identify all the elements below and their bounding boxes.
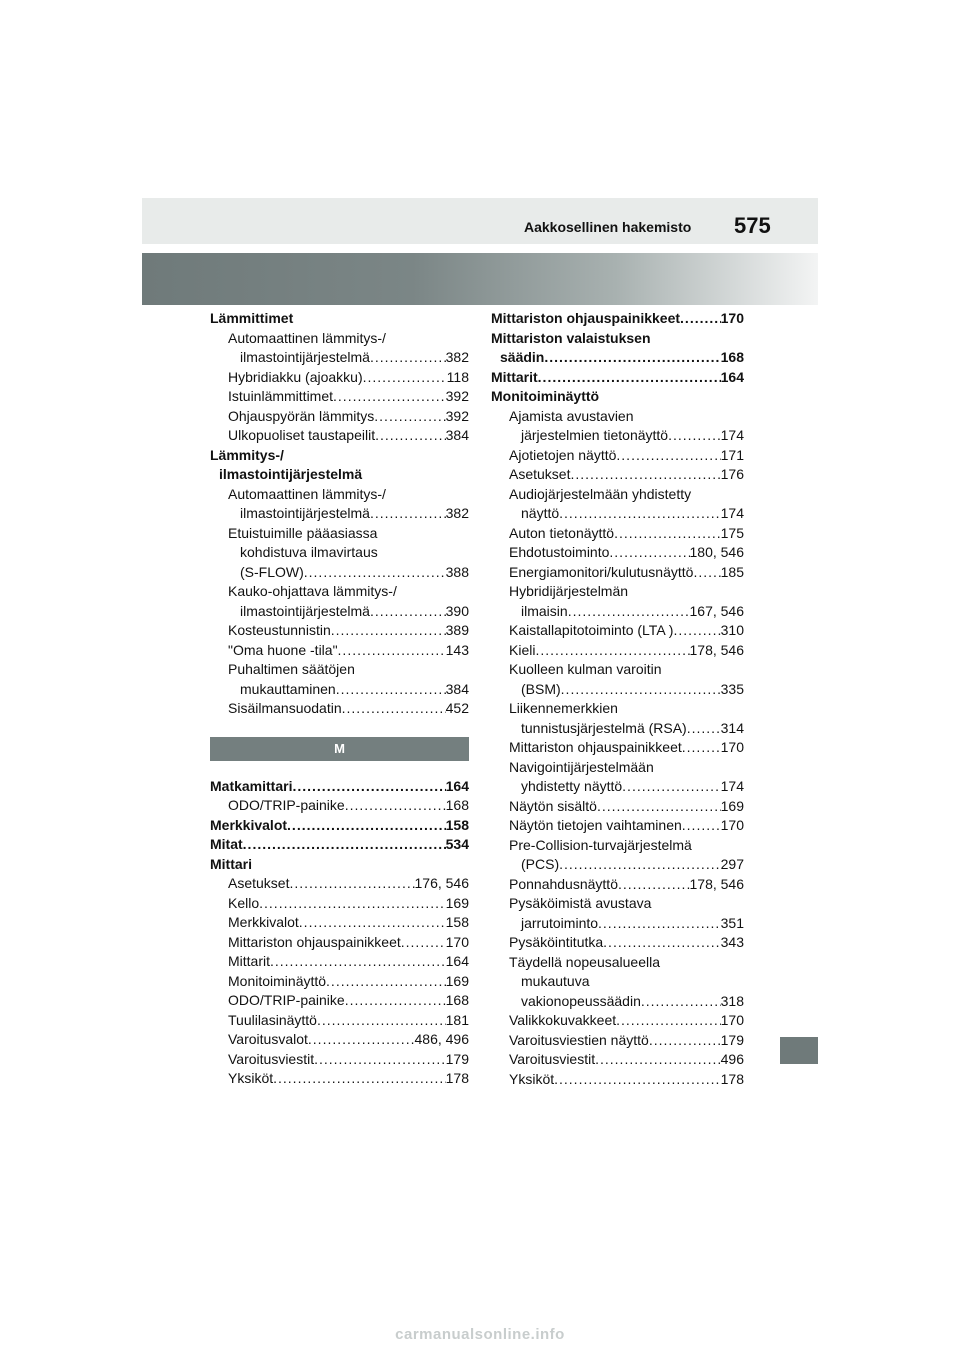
dot-leader	[370, 504, 446, 524]
index-entry	[491, 1070, 744, 1090]
index-entry-text: Ulkopuoliset taustapeilit	[228, 427, 376, 443]
index-entry	[210, 1069, 469, 1089]
index-entry-text: Yksiköt	[509, 1070, 555, 1087]
index-entry	[491, 836, 744, 856]
dot-leader	[304, 563, 446, 583]
index-entry	[491, 348, 744, 368]
index-entry	[210, 524, 469, 544]
index-list-right	[491, 309, 744, 1089]
index-entry-text: Asetukset	[509, 466, 571, 482]
index-entry	[491, 368, 744, 388]
page-number: 575	[734, 213, 771, 238]
index-entry	[491, 1011, 744, 1031]
dot-leader	[616, 446, 720, 466]
index-entry	[491, 680, 744, 700]
index-entry-text: Lämmitys-/	[210, 446, 284, 463]
dot-leader	[363, 368, 447, 388]
index-entry-text: ODO/TRIP-painike	[228, 797, 345, 813]
index-entry	[491, 1050, 744, 1070]
index-entry-text: mukauttaminen	[240, 680, 336, 697]
index-entry-text: Mittarit	[491, 368, 538, 385]
index-entry-page: 382	[445, 349, 469, 365]
index-entry	[491, 933, 744, 953]
index-entry-page: 335	[720, 680, 744, 697]
index-entry-text: Liikennemerkkien	[509, 700, 618, 716]
index-entry-text: Etuistuimille pääasiassa	[228, 524, 378, 541]
index-entry-page: 179	[720, 1031, 744, 1048]
index-entry-page: 167, 546	[689, 602, 744, 619]
index-entry-text: Audiojärjestelmään yhdistetty	[509, 485, 692, 502]
index-entry	[210, 991, 469, 1011]
index-entry	[491, 894, 744, 914]
index-entry	[210, 816, 469, 836]
index-entry-page: 179	[445, 1050, 469, 1067]
index-entry-page: 178	[445, 1070, 469, 1086]
dot-leader	[641, 992, 721, 1012]
index-entry-text: Auton tietonäyttö	[509, 524, 615, 541]
index-entry-text: Pysäköimistä avustava	[509, 895, 652, 911]
dot-leader	[568, 602, 690, 622]
dot-leader	[243, 835, 446, 855]
index-entry	[491, 563, 744, 583]
dot-leader	[618, 875, 690, 895]
index-entry-text: Lämmittimet	[210, 310, 294, 326]
index-entry	[210, 641, 469, 661]
decorative-gradient-band	[142, 253, 818, 305]
index-entry-page: 158	[445, 914, 469, 930]
index-entry-page: 174	[720, 427, 744, 443]
index-entry-text: mukautuva	[521, 973, 590, 989]
index-entry-text: (BSM)	[521, 680, 561, 697]
index-entry-page: 297	[720, 856, 744, 872]
index-entry	[210, 972, 469, 992]
index-entry-text: Ehdotustoiminto	[509, 544, 610, 560]
index-column-left	[210, 309, 469, 1089]
index-entry	[210, 504, 469, 524]
dot-leader	[673, 621, 720, 641]
index-entry	[491, 465, 744, 485]
dot-leader	[616, 1011, 721, 1031]
index-entry-page: 170	[720, 817, 744, 833]
dot-leader	[345, 991, 446, 1011]
index-entry	[210, 1050, 469, 1070]
index-entry-page: 168	[445, 797, 469, 813]
index-entry-text: Ohjauspyörän lämmitys	[228, 407, 375, 424]
index-entry-page: 351	[720, 914, 744, 931]
index-entry	[491, 699, 744, 719]
index-entry	[210, 660, 469, 680]
index-entry	[210, 465, 469, 485]
index-entry-text: "Oma huone -tila"	[228, 641, 338, 658]
dot-leader	[538, 368, 721, 388]
watermark: carmanualsonline.info	[395, 1326, 565, 1343]
index-entry-page: 392	[445, 407, 469, 424]
index-entry	[210, 796, 469, 816]
index-entry-text: Kieli	[509, 641, 536, 658]
index-entry-page: 169	[445, 972, 469, 989]
index-entry-page: 118	[446, 368, 469, 385]
index-entry-text: tunnistusjärjestelmä (RSA)	[521, 719, 687, 736]
index-entry-page: 178	[720, 1070, 744, 1087]
index-entry	[491, 816, 744, 836]
dot-leader	[609, 543, 689, 563]
index-entry-text: järjestelmien tietonäyttö	[521, 427, 669, 443]
index-entry-text: Monitoiminäyttö	[491, 388, 600, 404]
dot-leader	[292, 777, 445, 797]
index-entry	[210, 543, 469, 563]
dot-leader	[259, 894, 446, 914]
index-entry-text: ODO/TRIP-painike	[228, 992, 345, 1008]
index-entry	[210, 680, 469, 700]
dot-leader	[535, 641, 689, 661]
index-entry-text: ilmastointijärjestelmä	[240, 505, 370, 521]
index-entry	[210, 621, 469, 641]
index-entry-text: säädin	[500, 349, 545, 365]
index-entry	[210, 835, 469, 855]
index-entry	[491, 777, 744, 797]
index-entry-text: Ponnahdusnäyttö	[509, 875, 618, 892]
index-entry-text: Mittariston ohjauspainikkeet	[228, 933, 401, 950]
dot-leader	[570, 465, 720, 485]
index-entry-page: 181	[445, 1011, 469, 1028]
index-entry-text: Hybridijärjestelmän	[509, 583, 629, 599]
index-entry-page: 390	[445, 602, 469, 619]
index-entry	[210, 1011, 469, 1031]
dot-leader	[333, 387, 446, 407]
dot-leader	[559, 504, 721, 524]
dot-leader	[693, 563, 720, 583]
index-entry-text: Varoitusviestien näyttö	[509, 1031, 649, 1048]
dot-leader	[308, 1030, 415, 1050]
index-entry	[210, 952, 469, 972]
index-entry-page: 176	[720, 466, 744, 482]
index-entry	[491, 758, 744, 778]
index-entry	[210, 329, 469, 349]
index-entry	[210, 913, 469, 933]
index-entry	[210, 894, 469, 914]
dot-leader	[338, 641, 446, 661]
index-entry-text: Kello	[228, 894, 260, 911]
index-entry	[210, 446, 469, 466]
index-entry-page: 170	[720, 310, 744, 326]
index-entry-text: Yksiköt	[228, 1070, 274, 1086]
index-entry-text: Kosteustunnistin	[228, 622, 331, 638]
index-entry-page: 185	[720, 563, 744, 580]
dot-leader	[370, 348, 446, 368]
dot-leader	[345, 796, 446, 816]
dot-leader	[289, 874, 414, 894]
index-entry-page: 178, 546	[689, 641, 744, 658]
index-entry-text: Sisäilmansuodatin	[228, 700, 342, 716]
index-entry	[491, 1031, 744, 1051]
index-entry-text: Hybridiakku (ajoakku)	[228, 368, 363, 385]
index-entry-text: Ajotietojen näyttö	[509, 446, 617, 463]
index-entry-text: yhdistetty näyttö	[521, 778, 623, 794]
index-entry	[210, 387, 469, 407]
index-entry-page: 178, 546	[689, 875, 744, 892]
index-entry-page: 164	[720, 368, 744, 385]
index-entry	[491, 309, 744, 329]
index-entry-text: Energiamonitori/kulutusnäyttö	[509, 563, 694, 580]
index-entry-text: Täydellä nopeusalueella	[509, 953, 660, 970]
dot-leader	[287, 816, 446, 836]
index-entry	[210, 309, 469, 329]
index-entry-text: Kauko-ohjattava lämmitys-/	[228, 583, 397, 599]
index-entry	[491, 387, 744, 407]
index-entry-text: Matkamittari	[210, 777, 293, 794]
index-entry	[491, 621, 744, 641]
thumb-index-tab	[780, 1037, 818, 1064]
dot-leader	[680, 309, 721, 329]
index-entry	[491, 914, 744, 934]
index-entry-page: 314	[720, 719, 744, 736]
index-entry	[491, 543, 744, 563]
header-band	[142, 198, 818, 244]
dot-leader	[326, 972, 446, 992]
dot-leader	[336, 680, 446, 700]
index-entry	[491, 855, 744, 875]
index-entry-text: Kaistallapitotoiminto (LTA )	[509, 622, 674, 638]
dot-leader	[649, 1031, 721, 1051]
dot-leader	[374, 407, 445, 427]
index-entry-page: 168	[445, 992, 469, 1008]
index-entry-page: 174	[720, 778, 744, 794]
index-list-m	[210, 777, 469, 1089]
index-entry-text: Merkkivalot	[228, 914, 299, 930]
dot-leader	[314, 1050, 446, 1070]
index-entry-text: vakionopeussäädin	[521, 992, 641, 1009]
index-entry-page: 175	[720, 524, 744, 541]
index-entry	[210, 855, 469, 875]
index-entry	[491, 972, 744, 992]
index-entry-text: (PCS)	[521, 856, 560, 872]
dot-leader	[603, 933, 720, 953]
index-entry-page: 143	[445, 641, 469, 658]
index-entry-page: 388	[445, 563, 469, 580]
index-entry-text: Mittariston valaistuksen	[491, 329, 651, 346]
index-entry-text: Istuinlämmittimet	[228, 388, 334, 404]
index-entry	[210, 563, 469, 583]
index-entry	[210, 485, 469, 505]
index-entry	[210, 602, 469, 622]
index-entry-page: 486, 496	[414, 1031, 469, 1047]
index-entry-text: Merkkivalot	[210, 816, 288, 833]
index-entry-page: 534	[445, 836, 469, 852]
dot-leader	[622, 777, 720, 797]
index-entry-text: ilmaisin	[521, 602, 568, 619]
index-entry-text: (S-FLOW)	[240, 563, 304, 580]
index-list-l	[210, 309, 469, 719]
dot-leader	[299, 913, 446, 933]
index-entry	[491, 446, 744, 466]
index-entry	[491, 875, 744, 895]
index-entry-page: 171	[720, 446, 744, 463]
index-entry	[491, 582, 744, 602]
dot-leader	[270, 952, 446, 972]
index-entry-page: 384	[445, 427, 469, 443]
index-entry-text: jarrutoiminto	[521, 914, 599, 931]
index-entry-text: Varoitusvalot	[228, 1031, 308, 1047]
index-entry-page: 176, 546	[414, 875, 469, 891]
index-entry-text: Monitoiminäyttö	[228, 972, 327, 989]
index-entry-page: 452	[445, 700, 469, 716]
index-entry	[491, 738, 744, 758]
dot-leader	[687, 719, 721, 739]
index-entry-page: 310	[720, 622, 744, 638]
index-entry-text: Pre-Collision-turvajärjestelmä	[509, 836, 692, 853]
dot-leader	[370, 602, 446, 622]
index-entry-text: Kuolleen kulman varoitin	[509, 661, 662, 677]
index-entry	[491, 524, 744, 544]
index-entry-text: Varoitusviestit	[509, 1051, 596, 1067]
index-entry-page: 168	[720, 349, 744, 365]
dot-leader	[317, 1011, 446, 1031]
index-entry	[210, 1030, 469, 1050]
index-entry-text: ilmastointijärjestelmä	[219, 466, 363, 482]
index-entry-page: 343	[720, 934, 744, 950]
index-entry	[210, 426, 469, 446]
dot-leader	[614, 524, 721, 544]
index-entry	[491, 660, 744, 680]
index-entry-text: Automaattinen lämmitys-/	[228, 329, 386, 346]
index-entry	[491, 719, 744, 739]
section-title: Aakkosellinen hakemisto	[524, 219, 692, 235]
index-entry-text: kohdistuva ilmavirtaus	[240, 544, 378, 560]
dot-leader	[595, 1050, 721, 1070]
index-entry-page: 382	[445, 505, 469, 521]
dot-leader	[273, 1069, 446, 1089]
index-entry-text: Pysäköintitutka	[509, 934, 604, 950]
index-entry-page: 180, 546	[689, 544, 744, 560]
dot-leader	[682, 816, 721, 836]
index-entry-text: Tuulilasinäyttö	[228, 1011, 317, 1028]
dot-leader	[682, 738, 721, 758]
dot-leader	[331, 621, 446, 641]
index-entry	[491, 953, 744, 973]
index-entry	[210, 874, 469, 894]
index-entry-page: 496	[720, 1051, 744, 1067]
index-entry	[491, 485, 744, 505]
index-entry-text: Ajamista avustavien	[509, 407, 634, 424]
index-entry-text: ilmastointijärjestelmä	[240, 349, 370, 365]
index-entry-text: Mittariston ohjauspainikkeet	[491, 310, 681, 326]
index-entry-text: Varoitusviestit	[228, 1050, 315, 1067]
index-entry	[491, 602, 744, 622]
index-entry	[491, 504, 744, 524]
index-entry-text: Mitat	[210, 836, 243, 852]
dot-leader	[597, 797, 721, 817]
index-entry-text: Puhaltimen säätöjen	[228, 661, 355, 677]
index-entry-text: ilmastointijärjestelmä	[240, 602, 370, 619]
index-entry-text: Mittari	[210, 855, 252, 872]
index-entry-page: 174	[720, 505, 744, 521]
index-entry	[491, 329, 744, 349]
index-entry	[491, 407, 744, 427]
index-entry-text: Mittariston ohjauspainikkeet	[509, 739, 682, 755]
dot-leader	[375, 426, 446, 446]
index-entry	[210, 368, 469, 388]
dot-leader	[598, 914, 721, 934]
index-entry-page: 169	[720, 797, 744, 814]
index-entry-text: Valikkokuvakkeet	[509, 1012, 617, 1028]
index-entry-page: 170	[720, 739, 744, 755]
index-entry	[491, 641, 744, 661]
index-entry-page: 389	[445, 622, 469, 638]
index-entry-page: 392	[445, 388, 469, 404]
index-entry-page: 318	[720, 992, 744, 1009]
index-entry-page: 170	[445, 933, 469, 950]
index-entry-text: Näytön tietojen vaihtaminen	[509, 817, 682, 833]
index-column-right	[491, 309, 744, 1089]
index-entry-page: 169	[445, 894, 469, 911]
index-entry-page: 384	[445, 680, 469, 697]
index-entry-text: Asetukset	[228, 875, 290, 891]
index-entry-page: 164	[445, 777, 469, 794]
index-entry-text: Näytön sisältö	[509, 797, 597, 814]
index-entry-text: näyttö	[521, 505, 560, 521]
index-entry	[210, 699, 469, 719]
index-entry	[210, 407, 469, 427]
dot-leader	[559, 855, 721, 875]
index-entry	[210, 777, 469, 797]
index-entry-page: 158	[445, 816, 469, 833]
dot-leader	[554, 1070, 721, 1090]
dot-leader	[401, 933, 446, 953]
index-entry-page: 170	[720, 1012, 744, 1028]
index-entry	[491, 992, 744, 1012]
index-entry	[210, 933, 469, 953]
letter-heading-m: M	[210, 737, 469, 761]
dot-leader	[544, 348, 720, 368]
index-entry	[210, 348, 469, 368]
dot-leader	[561, 680, 721, 700]
index-entry	[491, 426, 744, 446]
dot-leader	[342, 699, 446, 719]
index-entry-text: Automaattinen lämmitys-/	[228, 485, 386, 502]
index-entry	[210, 582, 469, 602]
index-entry-text: Navigointijärjestelmään	[509, 758, 654, 775]
index-entry	[491, 797, 744, 817]
index-entry-text: Mittarit	[228, 953, 270, 969]
index-entry-page: 164	[445, 953, 469, 969]
dot-leader	[668, 426, 721, 446]
